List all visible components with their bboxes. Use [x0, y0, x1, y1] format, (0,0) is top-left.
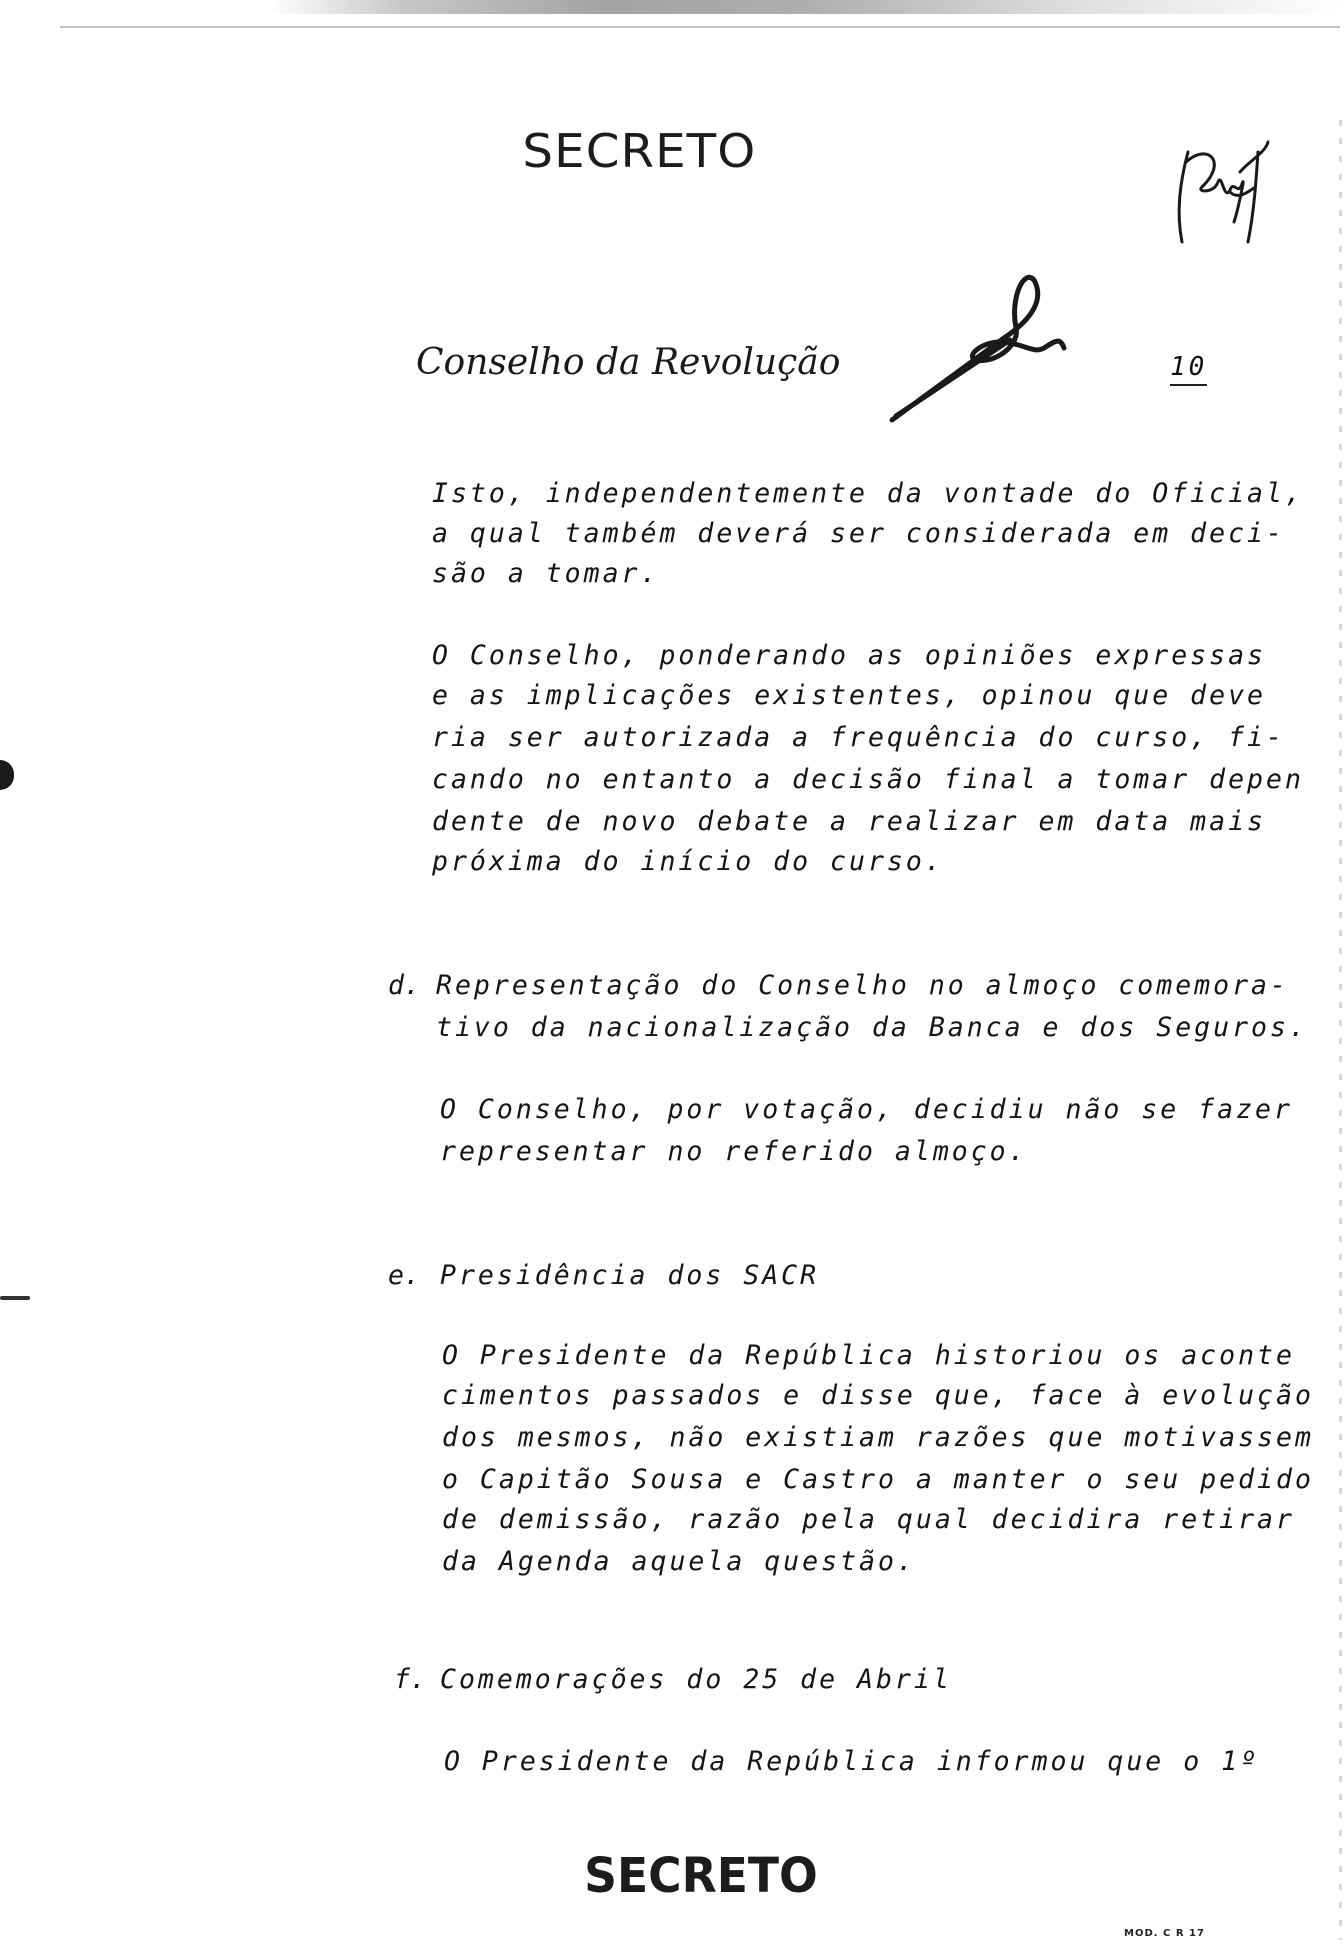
paragraph-line: e as implicações existentes, opinou que deve — [432, 680, 1266, 711]
paragraph-line: cando no entanto a decisão final a tomar depen — [432, 764, 1304, 795]
punch-hole — [0, 760, 14, 790]
scan-edge-right — [1339, 120, 1342, 1940]
item-letter-e: e. — [388, 1260, 420, 1291]
paragraph-line: dente de novo debate a realizar em data mais — [432, 806, 1266, 837]
form-code: MOD. C R 17 — [1124, 1928, 1205, 1939]
item-heading: Presidência dos SACR — [440, 1260, 820, 1291]
item-body-line: da Agenda aquela questão. — [442, 1546, 916, 1577]
paragraph-line: O Conselho, ponderando as opiniões expressas — [432, 640, 1266, 671]
item-body-line: representar no referido almoço. — [440, 1136, 1028, 1167]
pen-signature — [884, 268, 1084, 428]
handwritten-initials — [1168, 132, 1278, 262]
item-letter-d: d. — [388, 970, 420, 1001]
item-body-line: de demissão, razão pela qual decidira retirar — [442, 1504, 1295, 1535]
item-letter-f: f. — [394, 1664, 426, 1695]
punch-mark — [0, 1296, 30, 1300]
item-body-line: O Presidente da República historiou os aconte — [442, 1340, 1295, 1371]
paragraph-line: a qual também deverá ser considerada em deci- — [432, 518, 1285, 549]
paragraph-line: ria ser autorizada a frequência do curso, fi- — [432, 722, 1285, 753]
page-number: 10 — [1170, 352, 1207, 386]
paragraph-line: Isto, independentemente da vontade do Oficial, — [432, 478, 1304, 509]
item-body-line: o Capitão Sousa e Castro a manter o seu pedido — [442, 1464, 1314, 1495]
classification-stamp-top: SECRETO — [522, 124, 757, 178]
item-heading: Representação do Conselho no almoço comemora- — [436, 970, 1289, 1001]
paragraph-line: próxima do início do curso. — [432, 846, 944, 877]
item-body-line: O Conselho, por votação, decidiu não se fazer — [440, 1094, 1293, 1125]
scan-edge-top — [0, 0, 1344, 14]
item-heading: Comemorações do 25 de Abril — [440, 1664, 952, 1695]
item-body-line: O Presidente da República informou que o 1º — [444, 1746, 1260, 1777]
item-body-line: dos mesmos, não existiam razões que motivassem — [442, 1422, 1314, 1453]
item-heading: tivo da nacionalização da Banca e dos Seguros. — [436, 1012, 1308, 1043]
scan-line — [60, 26, 1340, 28]
paragraph-line: são a tomar. — [432, 558, 660, 589]
classification-stamp-bottom: SECRETO — [584, 1848, 818, 1904]
document-header-title: Conselho da Revolução — [416, 342, 841, 383]
item-body-line: cimentos passados e disse que, face à evolução — [442, 1380, 1314, 1411]
